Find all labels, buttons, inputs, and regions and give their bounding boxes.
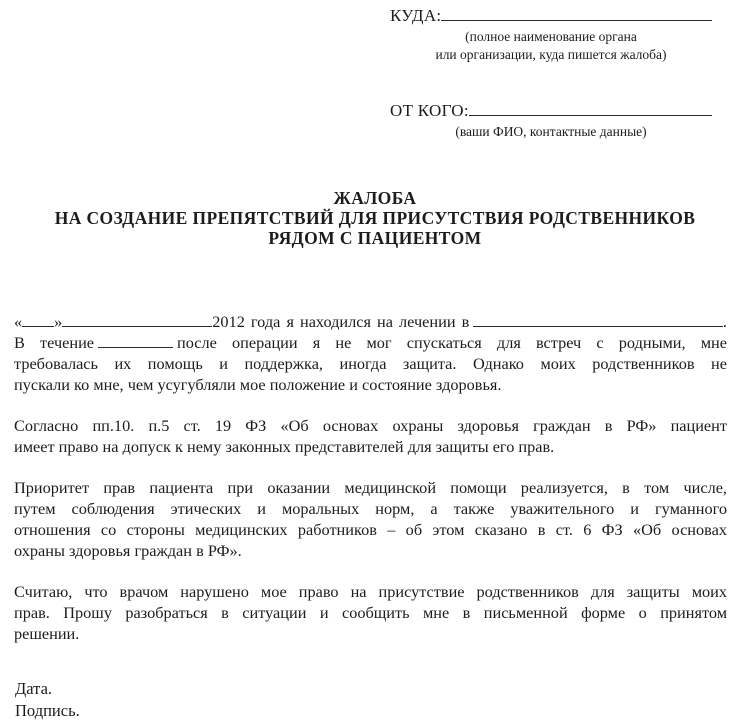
hospital-blank-line (473, 325, 723, 327)
priority-line-2: путем соблюдения этических и моральных норм, а также уважительного и гуманного (14, 499, 727, 518)
header-spacer (390, 63, 712, 101)
priority-line-4: охраны здоровья граждан в РФ». (14, 541, 242, 560)
intro-first-line (14, 311, 727, 332)
law-line-2: имеет право на допуск к нему законных представителей для защиты его прав. (14, 437, 555, 456)
recipient-caption-line-2: или организации, куда пишется жалоба) (435, 46, 667, 62)
document-body (14, 311, 727, 664)
conclusion-line-2: прав. Прошу разобраться в ситуации и сообщить мне в письменной форме о принятом (14, 603, 727, 622)
document-footer (15, 678, 80, 721)
document-header (390, 6, 712, 141)
close-quote: » (54, 312, 63, 331)
open-quote: « (14, 312, 23, 331)
recipient-blank-line (441, 19, 712, 21)
day-blank-line (22, 325, 54, 327)
title-line-3: РЯДОМ С ПАЦИЕНТОМ (268, 228, 482, 248)
priority-line-1: Приоритет прав пациента при оказании медицинской помощи реализуется, в том числе, (14, 478, 727, 497)
document-title (0, 188, 750, 248)
conclusion-line-1: Считаю, что врачом нарушено мое право на присутствие родственников для защиты моих (14, 582, 727, 601)
recipient-caption-line-1: (полное наименование органа (465, 29, 637, 44)
priority-line-3: отношения со стороны медицинских работников – об этом сказано в ст. 6 ФЗ «Об основах (14, 520, 727, 539)
recipient-row (390, 6, 712, 26)
law-line-1: Согласно пп.10. п.5 ст. 19 ФЗ «Об основах охраны здоровья граждан в РФ» пациент (14, 416, 727, 435)
paragraph-patient-priority (14, 477, 727, 561)
title-line-1: ЖАЛОБА (333, 188, 417, 208)
date-label: Дата. (15, 679, 53, 698)
sender-caption: (ваши ФИО, контактные данные) (455, 124, 647, 139)
paragraph-law-reference (14, 415, 727, 457)
intro-line-2-post: после операции я не мог спускаться для встреч с родными, мне (177, 333, 727, 352)
duration-blank-line (98, 346, 173, 348)
month-blank-line (62, 325, 212, 327)
intro-year-text: 2012 года я находился на лечении в (212, 312, 470, 331)
sender-label: ОТ КОГО: (390, 101, 469, 120)
paragraph-conclusion (14, 581, 727, 644)
sender-row (390, 101, 712, 121)
recipient-label: КУДА: (390, 6, 442, 25)
intro-period: . (722, 312, 727, 331)
paragraph-intro (14, 311, 727, 395)
signature-label: Подпись. (15, 700, 80, 720)
intro-line-2-pre: В течение (14, 333, 95, 352)
intro-line-2 (14, 332, 727, 353)
conclusion-line-3: решении. (14, 624, 80, 643)
intro-line-3: требовалась их помощь и поддержка, иногда защита. Однако моих родственников не (14, 354, 727, 373)
sender-blank-line (469, 114, 712, 116)
intro-line-4: пускали ко мне, чем усугубляли мое положение и состояние здоровья. (14, 375, 502, 394)
title-line-2: НА СОЗДАНИЕ ПРЕПЯТСТВИЙ ДЛЯ ПРИСУТСТВИЯ РОДСТВЕННИКОВ (54, 208, 696, 228)
